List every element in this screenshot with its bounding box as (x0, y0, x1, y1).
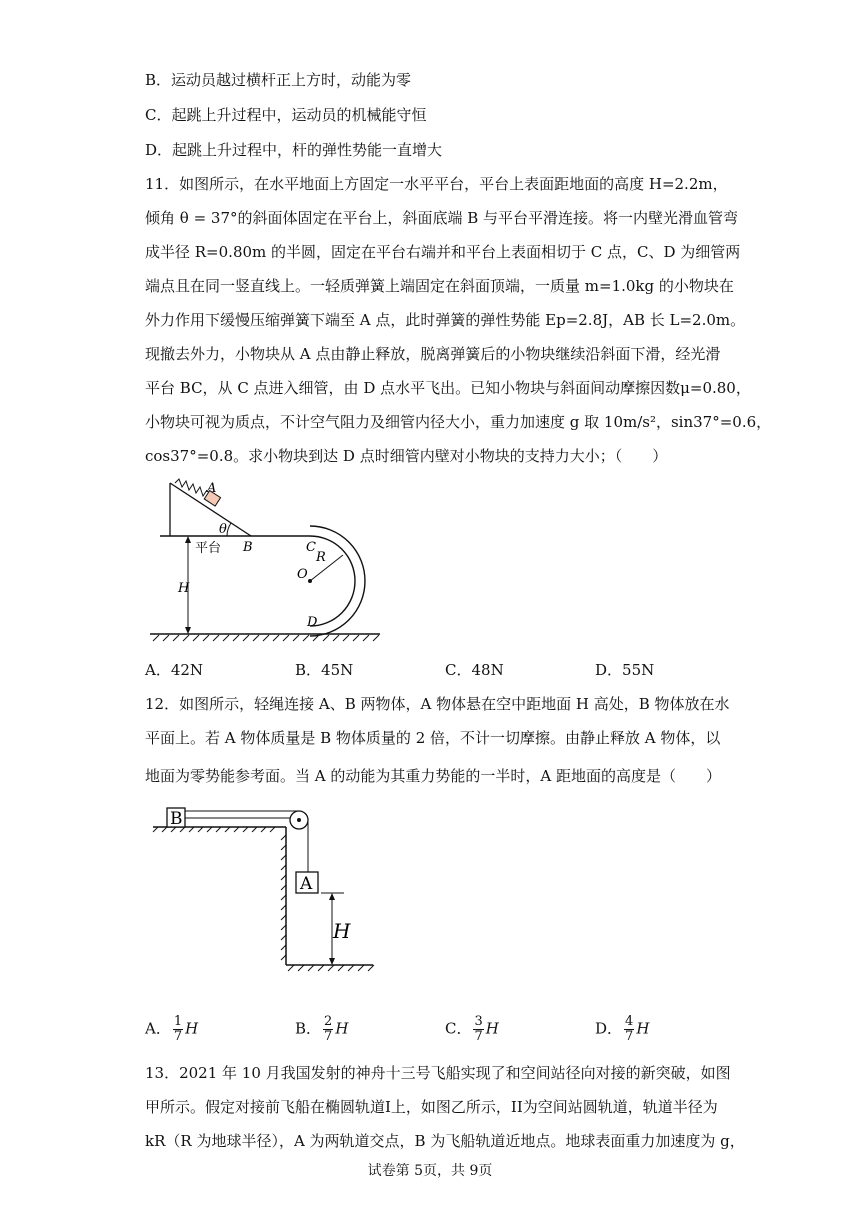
text-line: cos37°=0.8。求小物块到达 D 点时细管内壁对小物块的支持力大小；（ ） (145, 447, 668, 465)
text-line: B．运动员越过横杆正上方时，动能为零 (145, 71, 412, 89)
text-line: 外力作用下缓慢压缩弹簧下端至 A 点，此时弹簧的弹性势能 Ep=2.8J，AB 长 L=2.0m。 (145, 311, 746, 329)
text-line: 小物块可视为质点，不计空气阻力及细管内径大小，重力加速度 g 取 10m/s²，sin37°=0.6， (145, 413, 772, 431)
label-H: H (178, 581, 190, 596)
q11-option-A[interactable]: A．42N (145, 661, 204, 679)
q11-option-B[interactable]: B．45N (295, 661, 354, 679)
text-line: 平面上。若 A 物体质量是 B 物体质量的 2 倍，不计一切摩擦。由静止释放 A 物体，以 (145, 729, 721, 747)
text-line: kR（R 为地球半径），A 为两轨道交点，B 为飞船轨道近地点。地球表面重力加速度为 g， (145, 1132, 745, 1150)
text-line: 11．如图所示，在水平地面上方固定一水平平台，平台上表面距地面的高度 H=2.2m， (145, 175, 728, 193)
fraction: $\frac{1}{7}$ (173, 1014, 183, 1044)
text-line: D．起跳上升过程中，杆的弹性势能一直增大 (145, 141, 443, 159)
q12-option-A[interactable]: A． $\frac{1}{7}$ H (145, 1014, 199, 1044)
label-B: B (170, 809, 183, 829)
figure-q11-incline-pipe (145, 475, 395, 650)
fraction: $\frac{2}{7}$ (324, 1014, 333, 1044)
text-line: 倾角 θ = 37°的斜面体固定在平台上，斜面底端 B 与平台平滑连接。将一内壁光滑血管弯 (145, 209, 739, 227)
label-C: C (306, 540, 316, 555)
label-platform: 平台 (195, 541, 222, 556)
text-line: 12．如图所示，轻绳连接 A、B 两物体，A 物体悬在空中距地面 H 高处，B 物体放在水 (145, 695, 730, 713)
label-R: R (316, 550, 326, 565)
text-line: C．起跳上升过程中，运动员的机械能守恒 (145, 106, 427, 124)
text-line: 成半径 R=0.80m 的半圆，固定在平台右端并和平台上表面相切于 C 点，C、D 为细管两 (145, 243, 741, 261)
label-theta: θ (219, 522, 227, 537)
q11-option-C[interactable]: C．48N (445, 661, 504, 679)
text-line: 端点且在同一竖直线上。一轻质弹簧上端固定在斜面顶端，一质量 m=1.0kg 的小物块在 (145, 277, 734, 295)
q12-option-B[interactable]: B． $\frac{2}{7}$ H (295, 1014, 349, 1044)
label-D: D (307, 615, 318, 630)
q12-option-D[interactable]: D． $\frac{4}{7}$ H (595, 1014, 650, 1044)
figure-q12-pulley (148, 800, 378, 972)
label-B: B (243, 540, 253, 555)
text-line: 现撤去外力，小物块从 A 点由静止释放，脱离弹簧后的小物块继续沿斜面下滑，经光滑 (145, 345, 721, 363)
label-A: A (300, 874, 313, 894)
text-line: 13．2021 年 10 月我国发射的神舟十三号飞船实现了和空间站径向对接的新突破，如图 (145, 1064, 731, 1082)
fraction: $\frac{4}{7}$ (625, 1014, 634, 1044)
fraction: $\frac{3}{7}$ (474, 1014, 483, 1044)
text-line: 平台 BC，从 C 点进入细管，由 D 点水平飞出。已知小物块与斜面间动摩擦因数μ=0.80， (145, 379, 751, 397)
text-line: 地面为零势能参考面。当 A 的动能为其重力势能的一半时，A 距地面的高度是（ ） (145, 767, 721, 785)
label-A: A (207, 481, 217, 496)
text-line: 甲所示。假定对接前飞船在椭圆轨道I上，如图乙所示，II为空间站圆轨道，轨道半径为 (145, 1098, 718, 1116)
label-O: O (297, 567, 308, 582)
page-footer: 试卷第 5页，共 9页 (367, 1163, 493, 1179)
label-H: H (333, 919, 351, 943)
q11-option-D[interactable]: D．55N (595, 661, 655, 679)
q12-option-C[interactable]: C． $\frac{3}{7}$ H (445, 1014, 499, 1044)
